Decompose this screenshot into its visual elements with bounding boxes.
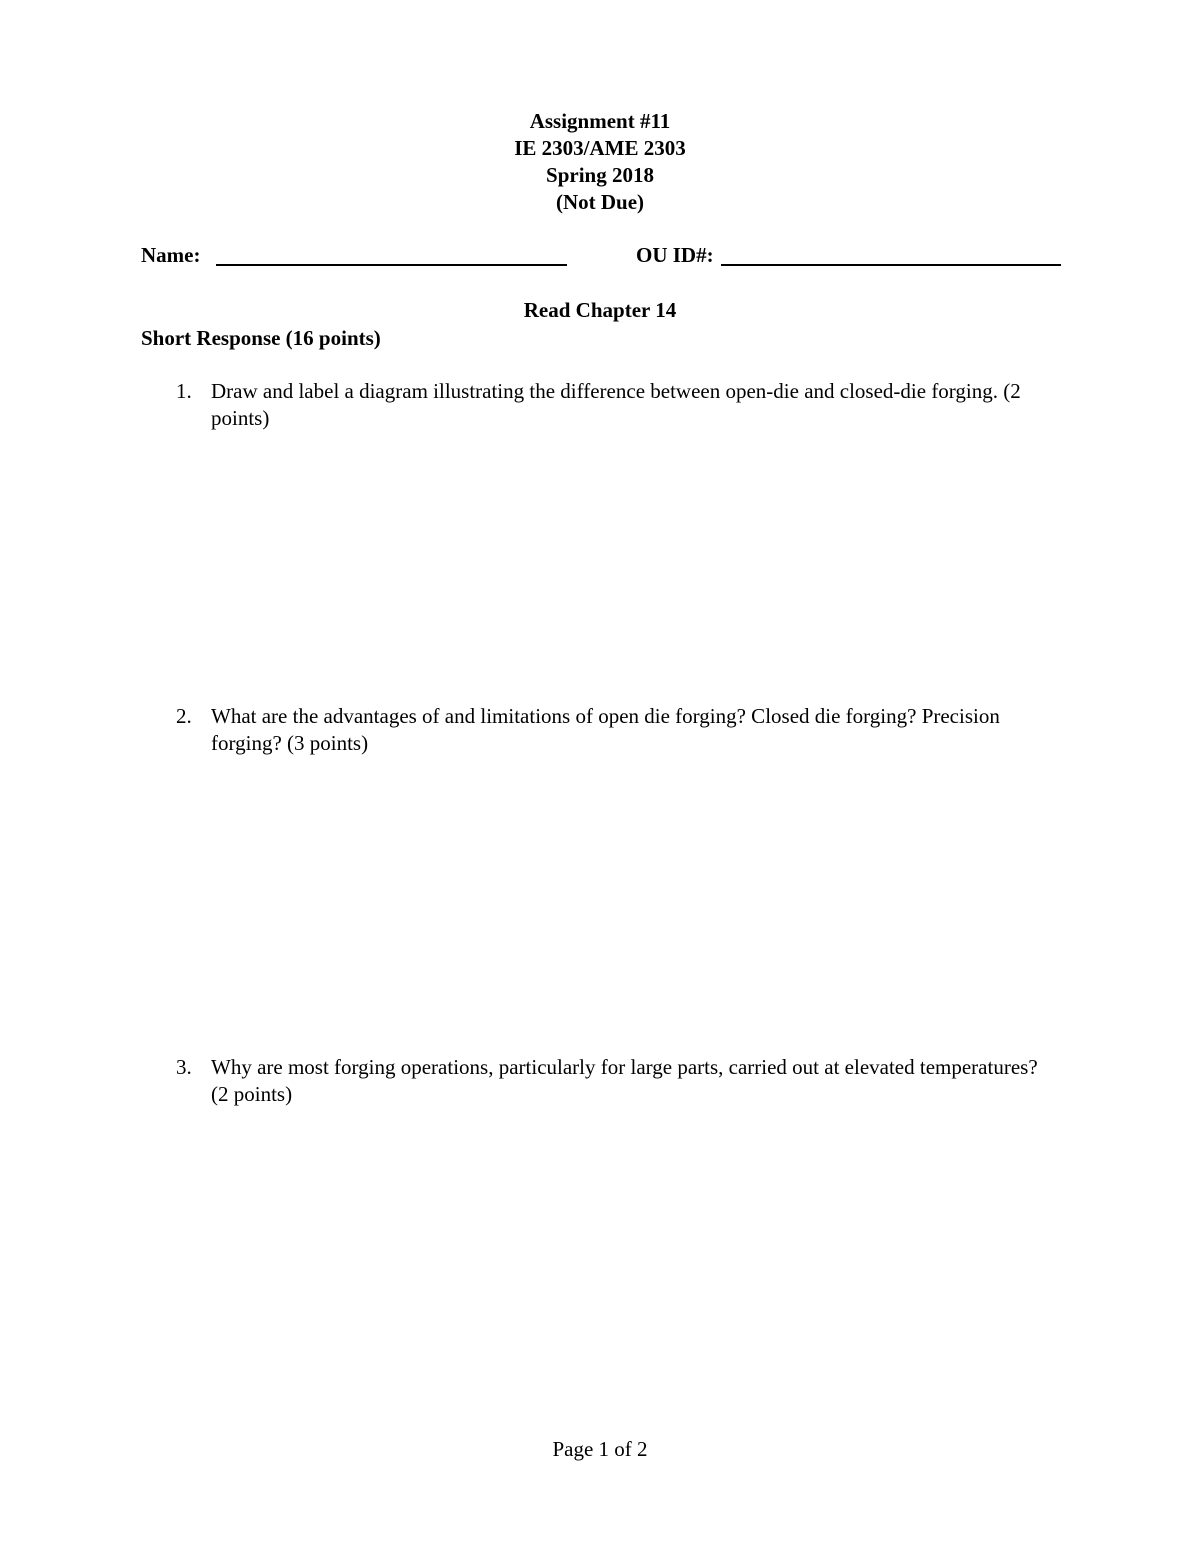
section-heading: Short Response (16 points)	[141, 326, 381, 350]
page-number: Page 1 of 2	[552, 1437, 648, 1461]
reading-instruction: Read Chapter 14	[523, 298, 677, 322]
name-blank-line[interactable]	[216, 264, 567, 266]
question-number: 2.	[176, 704, 192, 728]
due-status: (Not Due)	[555, 190, 645, 214]
question-1	[176, 378, 1056, 432]
term: Spring 2018	[546, 163, 654, 187]
assignment-title: Assignment #11	[529, 109, 671, 133]
question-2	[176, 703, 1056, 757]
question-text: Draw and label a diagram illustrating the difference between open-die and closed-die forging. (2 points)	[211, 379, 1021, 430]
ou-id-label: OU ID#:	[636, 243, 714, 267]
question-number: 1.	[176, 379, 192, 403]
name-label: Name:	[141, 243, 201, 267]
question-text: Why are most forging operations, particularly for large parts, carried out at elevated temperatures? (2 points)	[211, 1055, 1038, 1106]
document-header	[0, 108, 1200, 216]
ou-id-blank-line[interactable]	[721, 264, 1061, 266]
question-text: What are the advantages of and limitations of open die forging? Closed die forging? Precision forging? (3 points)	[211, 704, 1000, 755]
question-number: 3.	[176, 1055, 192, 1079]
student-fields	[141, 242, 1061, 272]
course-code: IE 2303/AME 2303	[514, 136, 686, 160]
question-3	[176, 1054, 1056, 1108]
